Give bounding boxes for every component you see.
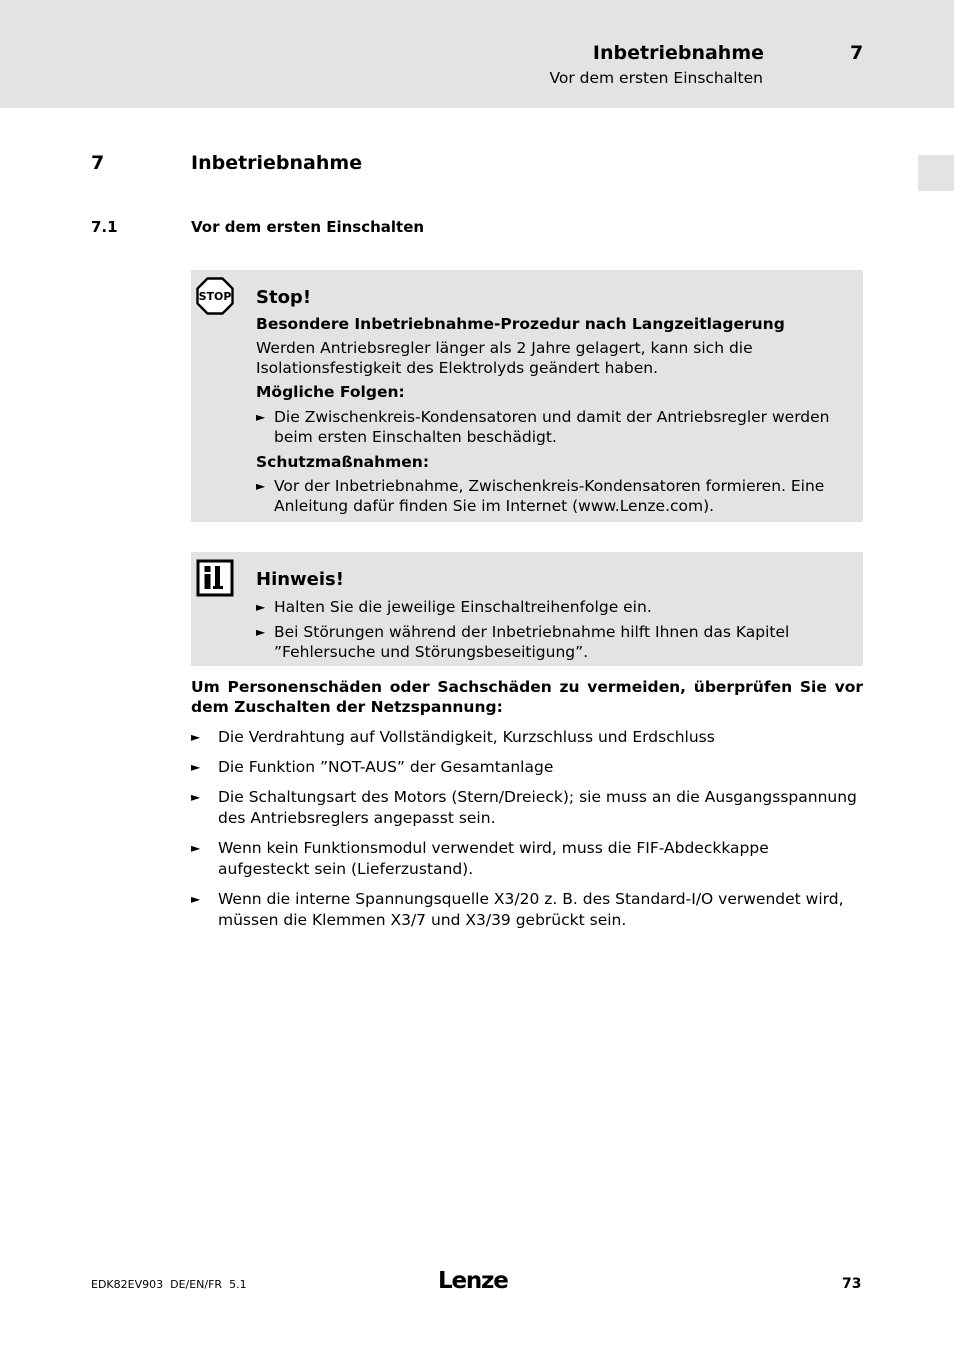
checklist <box>191 727 863 940</box>
list-item: ► Wenn die interne Spannungsquelle X3/20 z. B. des Standard-I/O verwendet wird, müssen die Klemmen X3/7 und X3/39 gebrückt sein. <box>191 890 844 929</box>
page-header <box>0 0 954 108</box>
list-item: ► Die Funktion ”NOT-AUS” der Gesamtanlage <box>191 758 554 776</box>
list-item: ► Wenn kein Funktionsmodul verwendet wird, muss die FIF-Abdeckkappe aufgesteckt sein (Lieferzustand). <box>191 839 769 878</box>
bullet-arrow-icon: ► <box>256 600 266 614</box>
intro-paragraph: Um Personenschäden oder Sachschäden zu vermeiden, überprüfen Sie vor dem Zuschalten der Netzspannung: <box>191 678 863 716</box>
subsection-title: Vor dem ersten Einschalten <box>191 218 425 236</box>
bullet-arrow-icon: ► <box>256 479 266 493</box>
header-chapter-number: 7 <box>850 42 864 64</box>
subsection-number: 7.1 <box>91 218 118 236</box>
page-number: 73 <box>842 1276 862 1292</box>
chapter-side-tab <box>918 155 954 191</box>
list-item: ► Die Schaltungsart des Motors (Stern/Dreieck); sie muss an die Ausgangsspannung des Antriebsreglers angepasst sein. <box>191 788 857 827</box>
hint-note-box <box>191 552 863 666</box>
section-title: Inbetriebnahme <box>191 152 363 174</box>
stop-sign-icon <box>196 277 234 315</box>
bullet-arrow-icon: ► <box>191 892 201 906</box>
stop-heading: Stop! <box>256 287 312 308</box>
list-item: ► Halten Sie die jeweilige Einschaltreihenfolge ein. <box>256 598 652 616</box>
lenze-logo <box>438 1266 518 1294</box>
stop-subheading: Besondere Inbetriebnahme-Prozedur nach Langzeitlagerung <box>256 315 785 333</box>
consequences-label: Mögliche Folgen: <box>256 383 405 401</box>
stop-warning-box <box>191 270 863 522</box>
list-item: ► Die Zwischenkreis-Kondensatoren und damit der Antriebsregler werden beim ersten Einschalten beschädigt. <box>256 408 830 446</box>
section-number: 7 <box>91 152 105 174</box>
bullet-arrow-icon: ► <box>191 730 201 744</box>
info-icon <box>196 559 234 597</box>
bullet-arrow-icon: ► <box>256 625 266 639</box>
svg-text:STOP: STOP <box>198 290 232 303</box>
bullet-arrow-icon: ► <box>191 790 201 804</box>
measures-label: Schutzmaßnahmen: <box>256 453 430 471</box>
footer-document-id: EDK82EV903 DE/EN/FR 5.1 <box>91 1278 247 1291</box>
bullet-arrow-icon: ► <box>256 410 266 424</box>
stop-text: Werden Antriebsregler länger als 2 Jahre gelagert, kann sich die Isolationsfestigkeit des Elektrolyds geändert haben. <box>256 339 753 377</box>
list-item: ► Die Verdrahtung auf Vollständigkeit, Kurzschluss und Erdschluss <box>191 728 715 746</box>
svg-text:Lenze: Lenze <box>438 1268 508 1294</box>
list-item: ► Vor der Inbetriebnahme, Zwischenkreis-Kondensatoren formieren. Eine Anleitung dafür finden Sie im Internet (www.Lenze.com). <box>256 477 825 515</box>
list-item: ► Bei Störungen während der Inbetriebnahme hilft Ihnen das Kapitel ”Fehlersuche und Störungsbeseitigung”. <box>256 623 790 661</box>
bullet-arrow-icon: ► <box>191 841 201 855</box>
header-subtitle: Vor dem ersten Einschalten <box>549 69 763 87</box>
hint-heading: Hinweis! <box>256 569 344 590</box>
bullet-arrow-icon: ► <box>191 760 201 774</box>
header-title: Inbetriebnahme <box>592 42 764 64</box>
